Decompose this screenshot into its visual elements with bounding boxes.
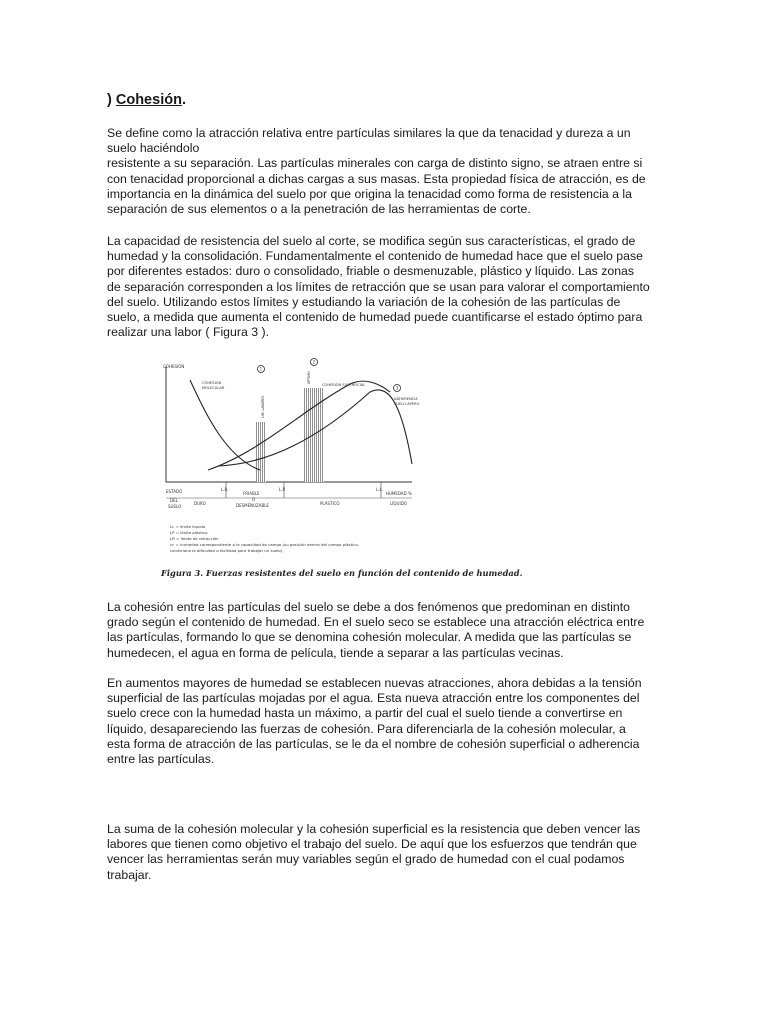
text-line: vencer las herramientas serán muy variables según el grado de humedad con el cual podamos [107, 852, 625, 867]
text-line: La suma de la cohesión molecular y la cohesión superficial es la resistencia que deben vencer las [107, 822, 641, 836]
text-line: separación de sus elementos o a la penetración de las herramientas de corte. [107, 202, 531, 217]
text-line: esta forma de atracción de las partículas, se le da el nombre de cohesión superficial o adherencia [107, 736, 640, 751]
friable-band [256, 422, 266, 482]
state-title-3: SUELO [168, 504, 182, 509]
text-line: del suelo. Utilizando estos límites y estudiando la variación de la cohesión de las partículas de [107, 294, 621, 309]
paragraph-sum [107, 822, 667, 883]
text-line: trabajar. [107, 867, 152, 882]
text-line: entre las partículas. [107, 752, 215, 767]
figure-3 [150, 352, 523, 584]
section-heading [107, 92, 186, 108]
text-line: por diferentes estados: duro o consolidado, friable o desmenuzable, plástico y líquido. Las zonas [107, 264, 635, 279]
y-axis-label: COHESIÓN [163, 364, 185, 369]
state-friable-2: O [252, 497, 256, 502]
lr-band-label: LIM. LABORES [261, 395, 265, 418]
legend-line: condiciona la dificultad o facilidad para trabajar un suelo). [170, 548, 284, 553]
paragraph-resistance [107, 234, 667, 340]
text-line: resistente a su separación. Las partículas minerales con carga de distinto signo, se atraen entre si [107, 156, 643, 171]
optimum-label: ÓPTIMO [307, 371, 311, 384]
ll-limit-label: L.L. [376, 487, 383, 492]
state-plastico: PLÁSTICO [320, 501, 340, 506]
adherencia-label-2: SUELO-APERO [394, 402, 420, 406]
state-friable-3: DESMENUZABLE [236, 503, 269, 508]
section-title: Cohesión [115, 92, 182, 108]
state-title-2: DEL [170, 498, 178, 503]
molecular-label-1: COHESIÓN [202, 381, 222, 385]
text-line: labores que tienen como objetivo el trabajo del suelo. De aquí que los esfuerzos que tendrán que [107, 837, 637, 852]
text-line: grado según el contenido de humedad. En el suelo seco se establece una atracción eléctrica entre [107, 615, 645, 630]
heading-suffix: . [181, 92, 186, 108]
text-line: suelo haciéndolo [107, 141, 200, 156]
lp-limit-label: L.P. [279, 487, 286, 492]
superficial-curve [208, 381, 390, 470]
state-liquido: LÍQUIDO [390, 501, 407, 506]
adherencia-label-1: ADHERENCIA [394, 397, 418, 401]
figure-caption: Figura 3. Fuerzas resistentes del suelo en función del contenido de humedad. [161, 568, 523, 578]
text-line: Se define como la atracción relativa entre partículas similares la que da tenacidad y dureza a un [107, 126, 631, 140]
marker-1-label: 1 [259, 366, 263, 372]
text-line: humedad y la consolidación. Fundamentalmente el contenido de humedad hace que el suelo pase [107, 249, 643, 264]
text-line: superficial de las partículas mojadas por el agua. Esta nueva atracción entre los componentes del [107, 691, 640, 706]
x-axis-label: HUMEDAD % [386, 491, 412, 496]
text-line: realizar una labor ( Figura 3 ). [107, 325, 269, 340]
text-line: de separación corresponden a los límites de retracción que se usan para valorar el comportamiento [107, 279, 650, 294]
text-line: La capacidad de resistencia del suelo al corte, se modifica según sus características, el grado de [107, 234, 636, 248]
text-line: importancia en la dinámica del suelo por que origina la tenacidad como forma de resistencia a la [107, 186, 632, 201]
state-title-1: ESTADO [166, 489, 183, 494]
text-line: humedecen, el agua en forma de película, tiende a separar a las partículas vecinas. [107, 645, 564, 660]
marker-3-label: 3 [395, 385, 399, 391]
marker-2-label: 2 [312, 359, 316, 365]
paragraph-definition [107, 126, 667, 217]
paragraph-superficial [107, 676, 667, 767]
molecular-curve [190, 380, 260, 470]
molecular-label-2: MOLECULAR [202, 386, 225, 390]
text-line: con tenacidad proporcional a dichas cargas a sus masas. Esta propiedad física de atracción, es de [107, 171, 646, 186]
state-duro: DURO [194, 501, 206, 506]
legend-line: LL = límite líquido [170, 524, 206, 529]
text-line: líquido, desapareciendo las fuerzas de cohesión. Para diferenciarla de la cohesión molecular, a [107, 721, 626, 736]
text-line: En aumentos mayores de humedad se establecen nuevas atracciones, ahora debidas a la tensión [107, 676, 642, 690]
text-line: las partículas, formando lo que se denomina cohesión molecular. A medida que las partículas se [107, 630, 632, 645]
legend-line: LR = límite de retracción [170, 536, 219, 541]
paragraph-molecular [107, 600, 667, 661]
text-line: suelo crece con la humedad hasta un máximo, a partir del cual el suelo tiende a convertirse en [107, 706, 623, 721]
lr-limit-label: L.R. [221, 487, 229, 492]
figure-graphic [150, 352, 523, 584]
heading-prefix: ) [107, 92, 112, 108]
superficial-label: COHESIÓN SUPERFICIAL [322, 383, 366, 387]
legend-line: LP = límite plástico [170, 530, 208, 535]
text-line: suelo, a medida que aumenta el contenido de humedad puede cuantificarse el estado óptimo para [107, 310, 643, 325]
text-line: La cohesión entre las partículas del suelo se debe a dos fenómenos que predominan en distinto [107, 600, 630, 614]
legend-line: cc = humedad correspondiente a la capacidad de campo (su posición dentro del campo plástico, [170, 542, 359, 547]
state-friable-1: FRIABLE [243, 491, 260, 496]
